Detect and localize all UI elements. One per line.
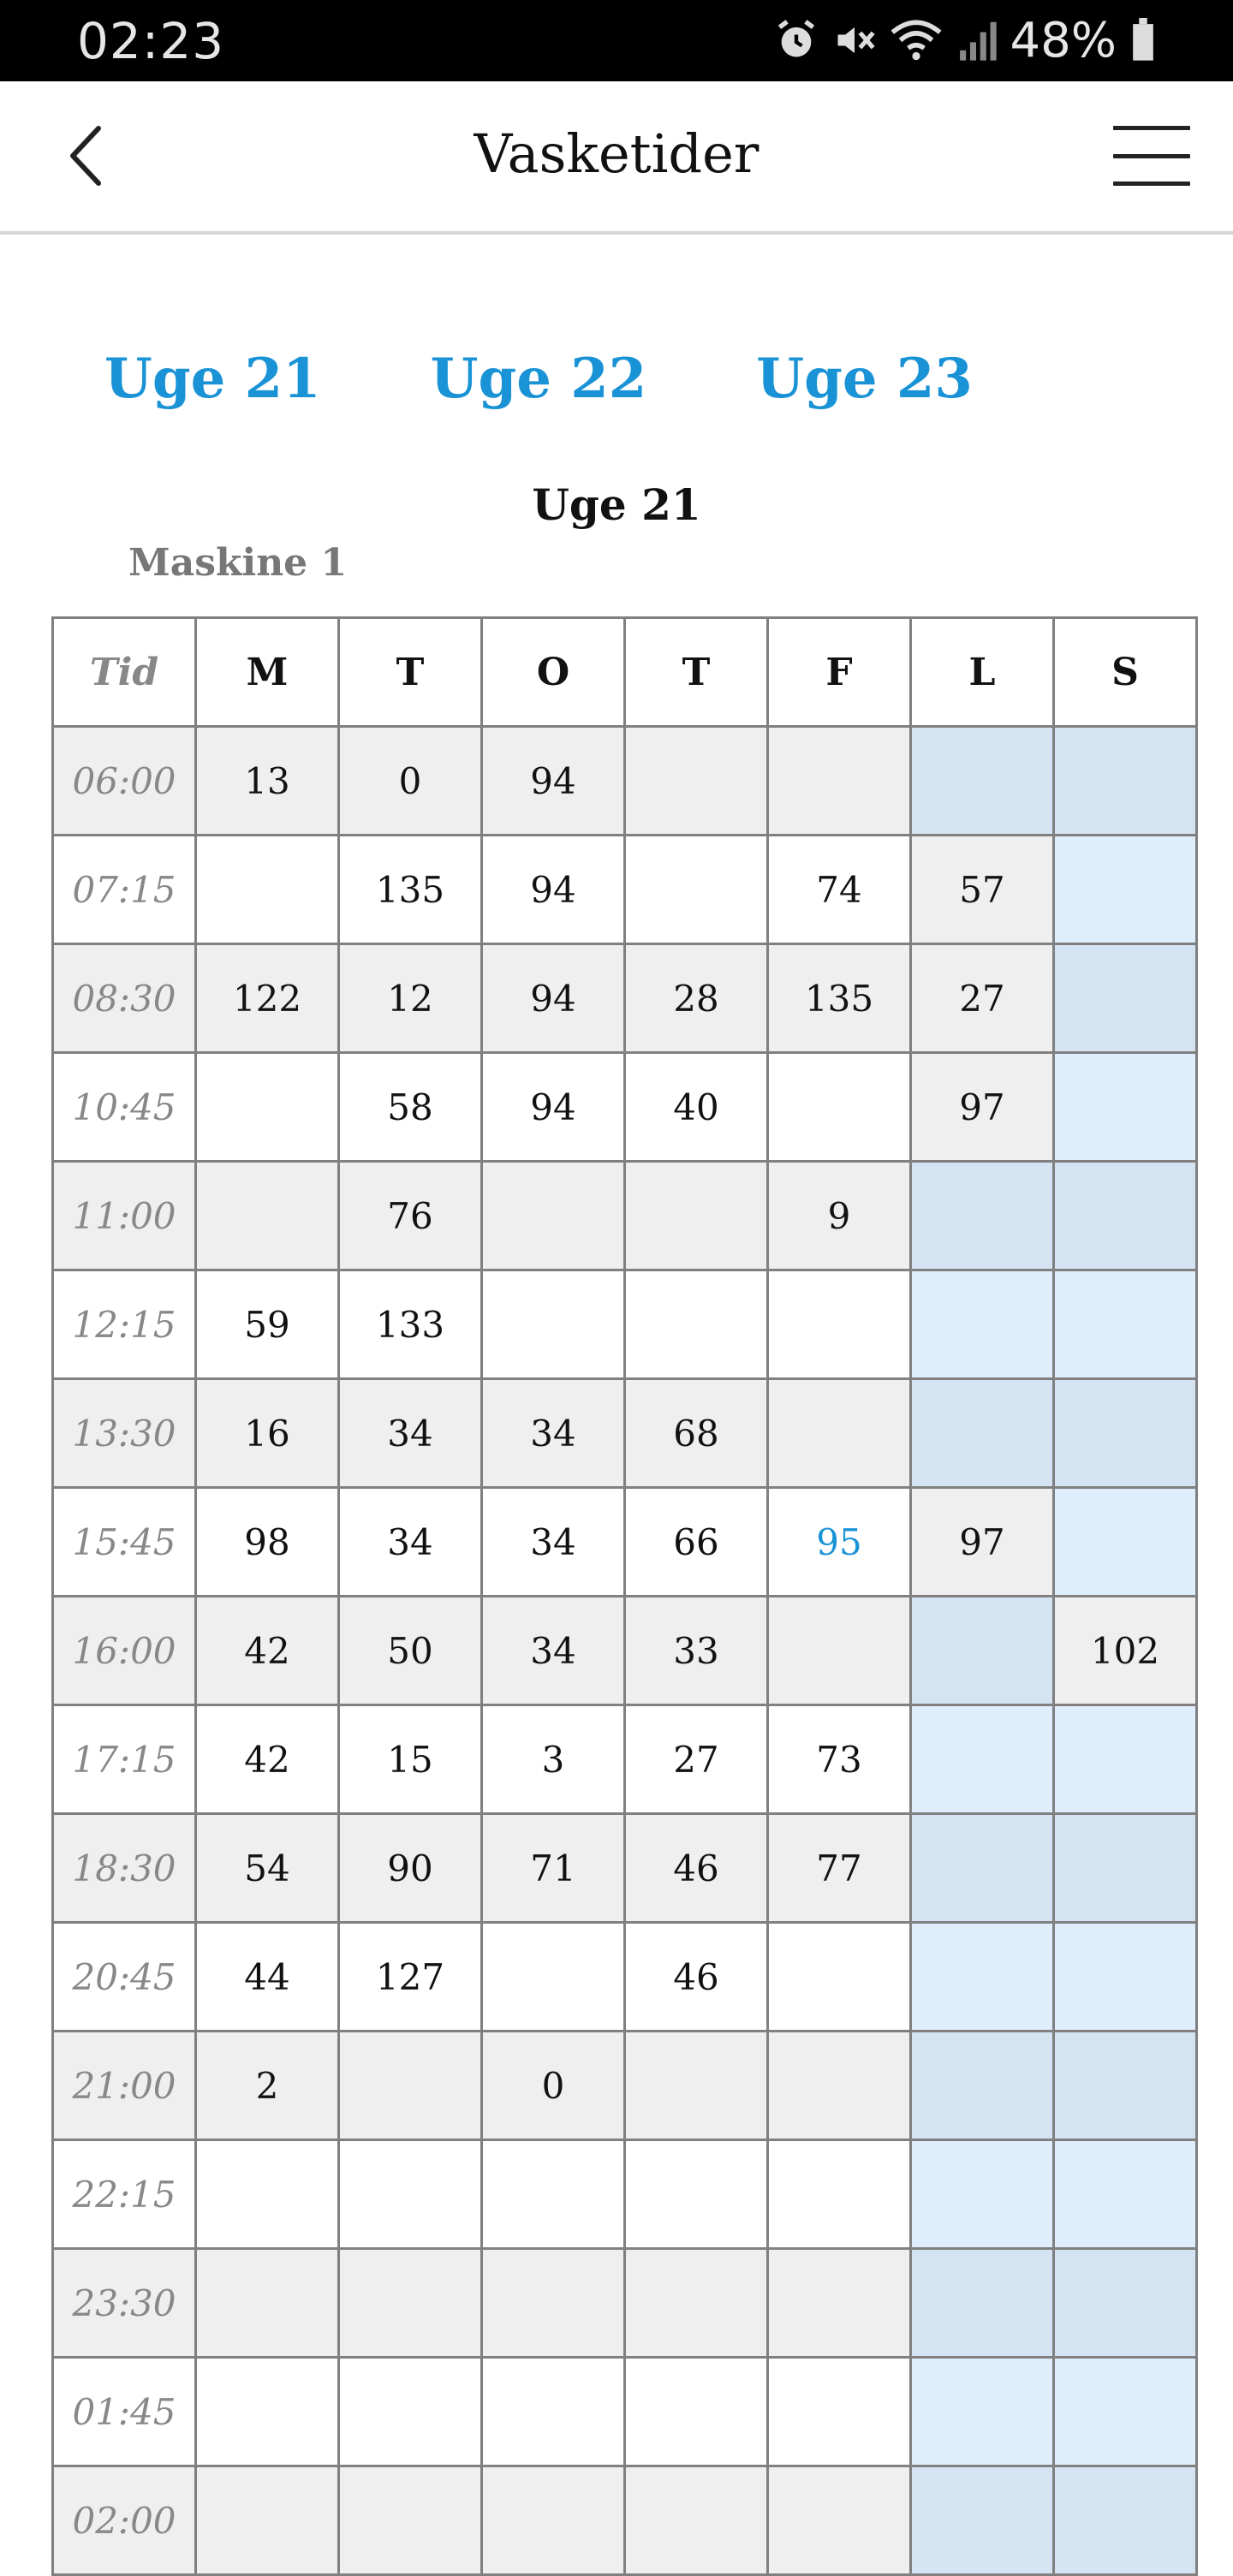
slot-cell-thursday[interactable] <box>625 727 768 836</box>
slot-cell-thursday[interactable] <box>625 2140 768 2249</box>
slot-cell-wednesday[interactable]: 94 <box>482 836 625 944</box>
slot-cell-saturday[interactable] <box>911 1162 1054 1270</box>
slot-cell-friday[interactable] <box>768 2140 911 2249</box>
slot-cell-friday[interactable]: 9 <box>768 1162 911 1270</box>
wifi-icon <box>890 18 942 62</box>
column-header-sunday: S <box>1054 618 1197 727</box>
slot-cell-saturday[interactable] <box>911 727 1054 836</box>
slot-cell-monday[interactable] <box>196 2249 339 2358</box>
time-cell: 01:45 <box>53 2358 196 2466</box>
slot-cell-monday[interactable]: 59 <box>196 1270 339 1379</box>
slot-cell-saturday[interactable] <box>911 1270 1054 1379</box>
slot-cell-wednesday[interactable]: 34 <box>482 1597 625 1705</box>
slot-cell-friday[interactable] <box>768 1597 911 1705</box>
slot-cell-monday[interactable]: 54 <box>196 1814 339 1923</box>
time-cell: 16:00 <box>53 1597 196 1705</box>
slot-cell-tuesday[interactable]: 12 <box>339 944 482 1053</box>
table-row <box>53 944 1197 1053</box>
slot-cell-tuesday[interactable]: 90 <box>339 1814 482 1923</box>
slot-cell-wednesday[interactable]: 94 <box>482 1053 625 1162</box>
time-cell: 21:00 <box>53 2032 196 2140</box>
slot-cell-thursday[interactable] <box>625 2466 768 2575</box>
week-tab-23[interactable]: Uge 23 <box>756 347 973 411</box>
time-cell: 06:00 <box>53 727 196 836</box>
slot-cell-thursday[interactable] <box>625 2249 768 2358</box>
slot-cell-saturday[interactable] <box>911 1379 1054 1488</box>
slot-cell-sunday[interactable] <box>1054 1379 1197 1488</box>
slot-cell-saturday[interactable]: 27 <box>911 944 1054 1053</box>
slot-cell-saturday[interactable] <box>911 2358 1054 2466</box>
slot-cell-thursday[interactable]: 27 <box>625 1705 768 1814</box>
table-row <box>53 836 1197 944</box>
slot-cell-tuesday[interactable]: 34 <box>339 1379 482 1488</box>
slot-cell-thursday[interactable] <box>625 836 768 944</box>
slot-cell-tuesday[interactable] <box>339 2140 482 2249</box>
app-header <box>0 81 1233 235</box>
slot-cell-sunday[interactable] <box>1054 1488 1197 1597</box>
slot-cell-thursday[interactable]: 40 <box>625 1053 768 1162</box>
slot-cell-friday[interactable] <box>768 2032 911 2140</box>
slot-cell-sunday[interactable] <box>1054 2466 1197 2575</box>
table-row <box>53 1705 1197 1814</box>
time-cell: 02:00 <box>53 2466 196 2575</box>
week-tab-21[interactable]: Uge 21 <box>104 347 321 411</box>
slot-cell-tuesday[interactable]: 133 <box>339 1270 482 1379</box>
slot-cell-friday[interactable] <box>768 727 911 836</box>
slot-cell-thursday[interactable] <box>625 2358 768 2466</box>
slot-cell-wednesday[interactable] <box>482 2140 625 2249</box>
slot-cell-friday[interactable] <box>768 2466 911 2575</box>
slot-cell-monday[interactable] <box>196 2358 339 2466</box>
slot-cell-monday[interactable]: 13 <box>196 727 339 836</box>
time-cell: 12:15 <box>53 1270 196 1379</box>
slot-cell-saturday[interactable]: 97 <box>911 1053 1054 1162</box>
slot-cell-sunday[interactable] <box>1054 1814 1197 1923</box>
slot-cell-monday[interactable]: 44 <box>196 1923 339 2032</box>
table-row <box>53 1270 1197 1379</box>
table-row <box>53 1488 1197 1597</box>
signal-icon <box>956 18 997 62</box>
slot-cell-wednesday[interactable]: 34 <box>482 1488 625 1597</box>
table-row <box>53 1053 1197 1162</box>
slot-cell-saturday[interactable] <box>911 1705 1054 1814</box>
table-row <box>53 2466 1197 2575</box>
slot-cell-sunday[interactable] <box>1054 836 1197 944</box>
slot-cell-wednesday[interactable] <box>482 2249 625 2358</box>
slot-cell-tuesday[interactable]: 58 <box>339 1053 482 1162</box>
menu-line <box>1113 154 1190 158</box>
time-cell: 23:30 <box>53 2249 196 2358</box>
battery-icon <box>1130 18 1156 62</box>
schedule-table <box>51 616 1198 2576</box>
slot-cell-monday[interactable] <box>196 1053 339 1162</box>
slot-cell-wednesday[interactable]: 34 <box>482 1379 625 1488</box>
slot-cell-monday[interactable]: 98 <box>196 1488 339 1597</box>
slot-cell-friday[interactable]: 77 <box>768 1814 911 1923</box>
week-heading: Uge 21 <box>532 479 701 530</box>
slot-cell-wednesday[interactable] <box>482 2466 625 2575</box>
slot-cell-sunday[interactable] <box>1054 727 1197 836</box>
slot-cell-monday[interactable] <box>196 2466 339 2575</box>
slot-cell-saturday[interactable] <box>911 2466 1054 2575</box>
hamburger-menu-button[interactable] <box>1113 126 1190 186</box>
slot-cell-monday[interactable]: 122 <box>196 944 339 1053</box>
slot-cell-sunday[interactable] <box>1054 2358 1197 2466</box>
slot-cell-monday[interactable]: 42 <box>196 1597 339 1705</box>
table-row <box>53 727 1197 836</box>
table-row <box>53 1162 1197 1270</box>
slot-cell-friday[interactable] <box>768 1379 911 1488</box>
slot-cell-friday[interactable] <box>768 1270 911 1379</box>
slot-cell-thursday[interactable]: 33 <box>625 1597 768 1705</box>
time-cell: 08:30 <box>53 944 196 1053</box>
slot-cell-wednesday[interactable] <box>482 1923 625 2032</box>
slot-cell-thursday[interactable]: 46 <box>625 1923 768 2032</box>
machine-label: Maskine 1 <box>128 541 348 585</box>
table-row <box>53 2140 1197 2249</box>
table-row <box>53 1923 1197 2032</box>
slot-cell-wednesday[interactable]: 94 <box>482 727 625 836</box>
slot-cell-saturday[interactable] <box>911 1597 1054 1705</box>
table-row <box>53 1379 1197 1488</box>
slot-cell-friday[interactable]: 95 <box>768 1488 911 1597</box>
slot-cell-monday[interactable]: 42 <box>196 1705 339 1814</box>
slot-cell-monday[interactable] <box>196 2140 339 2249</box>
header-row <box>53 618 1197 727</box>
slot-cell-thursday[interactable]: 46 <box>625 1814 768 1923</box>
time-cell: 13:30 <box>53 1379 196 1488</box>
slot-cell-thursday[interactable] <box>625 1162 768 1270</box>
slot-cell-sunday[interactable] <box>1054 1162 1197 1270</box>
table-row <box>53 2249 1197 2358</box>
alarm-icon <box>774 18 819 62</box>
week-tabs <box>104 347 973 411</box>
time-cell: 18:30 <box>53 1814 196 1923</box>
time-cell: 07:15 <box>53 836 196 944</box>
slot-cell-saturday[interactable] <box>911 2140 1054 2249</box>
slot-cell-thursday[interactable]: 28 <box>625 944 768 1053</box>
slot-cell-sunday[interactable]: 102 <box>1054 1597 1197 1705</box>
slot-cell-monday[interactable] <box>196 836 339 944</box>
slot-cell-sunday[interactable] <box>1054 2032 1197 2140</box>
time-cell: 10:45 <box>53 1053 196 1162</box>
slot-cell-monday[interactable] <box>196 1162 339 1270</box>
slot-cell-monday[interactable]: 16 <box>196 1379 339 1488</box>
column-header-monday: M <box>196 618 339 727</box>
status-time: 02:23 <box>77 12 225 70</box>
slot-cell-tuesday[interactable]: 15 <box>339 1705 482 1814</box>
slot-cell-monday[interactable]: 2 <box>196 2032 339 2140</box>
time-cell: 20:45 <box>53 1923 196 2032</box>
column-header-wednesday: O <box>482 618 625 727</box>
slot-cell-friday[interactable] <box>768 1053 911 1162</box>
slot-cell-friday[interactable]: 73 <box>768 1705 911 1814</box>
slot-cell-wednesday[interactable]: 0 <box>482 2032 625 2140</box>
slot-cell-sunday[interactable] <box>1054 1053 1197 1162</box>
slot-cell-wednesday[interactable] <box>482 1162 625 1270</box>
table-row <box>53 2358 1197 2466</box>
slot-cell-tuesday[interactable] <box>339 2466 482 2575</box>
menu-line <box>1113 126 1190 130</box>
slot-cell-wednesday[interactable]: 71 <box>482 1814 625 1923</box>
slot-cell-sunday[interactable] <box>1054 1705 1197 1814</box>
slot-cell-tuesday[interactable] <box>339 2249 482 2358</box>
slot-cell-sunday[interactable] <box>1054 1270 1197 1379</box>
column-header-time: Tid <box>53 618 196 727</box>
battery-percent: 48% <box>1010 12 1117 68</box>
slot-cell-wednesday[interactable] <box>482 2358 625 2466</box>
slot-cell-saturday[interactable] <box>911 1923 1054 2032</box>
slot-cell-tuesday[interactable]: 127 <box>339 1923 482 2032</box>
menu-line <box>1113 181 1190 186</box>
slot-cell-thursday[interactable]: 66 <box>625 1488 768 1597</box>
mute-icon <box>832 18 877 62</box>
slot-cell-tuesday[interactable] <box>339 2358 482 2466</box>
slot-cell-thursday[interactable] <box>625 1270 768 1379</box>
slot-cell-tuesday[interactable]: 135 <box>339 836 482 944</box>
time-cell: 11:00 <box>53 1162 196 1270</box>
status-icons <box>774 12 1156 68</box>
slot-cell-friday[interactable]: 74 <box>768 836 911 944</box>
slot-cell-thursday[interactable]: 68 <box>625 1379 768 1488</box>
slot-cell-tuesday[interactable]: 0 <box>339 727 482 836</box>
column-header-tuesday: T <box>339 618 482 727</box>
slot-cell-wednesday[interactable]: 3 <box>482 1705 625 1814</box>
week-tab-22[interactable]: Uge 22 <box>430 347 647 411</box>
slot-cell-tuesday[interactable]: 50 <box>339 1597 482 1705</box>
slot-cell-wednesday[interactable] <box>482 1270 625 1379</box>
slot-cell-thursday[interactable] <box>625 2032 768 2140</box>
slot-cell-sunday[interactable] <box>1054 2140 1197 2249</box>
slot-cell-tuesday[interactable]: 34 <box>339 1488 482 1597</box>
slot-cell-friday[interactable] <box>768 2249 911 2358</box>
time-cell: 17:15 <box>53 1705 196 1814</box>
column-header-saturday: L <box>911 618 1054 727</box>
slot-cell-friday[interactable] <box>768 1923 911 2032</box>
slot-cell-tuesday[interactable] <box>339 2032 482 2140</box>
column-header-friday: F <box>768 618 911 727</box>
time-cell: 15:45 <box>53 1488 196 1597</box>
table-row <box>53 1814 1197 1923</box>
table-row <box>53 1597 1197 1705</box>
time-cell: 22:15 <box>53 2140 196 2249</box>
slot-cell-saturday[interactable] <box>911 2032 1054 2140</box>
slot-cell-sunday[interactable] <box>1054 944 1197 1053</box>
slot-cell-friday[interactable] <box>768 2358 911 2466</box>
slot-cell-friday[interactable]: 135 <box>768 944 911 1053</box>
status-bar <box>0 0 1233 81</box>
slot-cell-saturday[interactable] <box>911 1814 1054 1923</box>
column-header-thursday: T <box>625 618 768 727</box>
slot-cell-saturday[interactable] <box>911 2249 1054 2358</box>
slot-cell-sunday[interactable] <box>1054 1923 1197 2032</box>
slot-cell-tuesday[interactable]: 76 <box>339 1162 482 1270</box>
slot-cell-saturday[interactable]: 57 <box>911 836 1054 944</box>
table-row <box>53 2032 1197 2140</box>
slot-cell-saturday[interactable]: 97 <box>911 1488 1054 1597</box>
slot-cell-sunday[interactable] <box>1054 2249 1197 2358</box>
slot-cell-wednesday[interactable]: 94 <box>482 944 625 1053</box>
page-title: Vasketider <box>474 122 759 185</box>
